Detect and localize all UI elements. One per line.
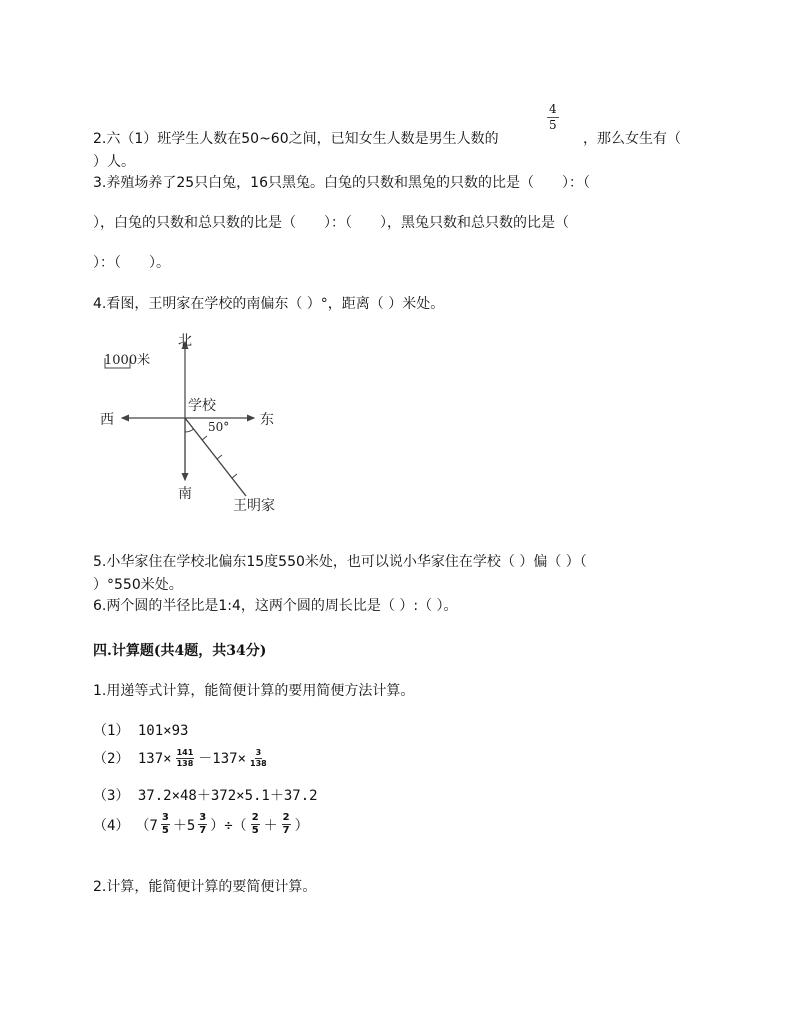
item4-mixed2-fraction (198, 813, 207, 836)
item4-fraction2 (282, 813, 291, 836)
calc1-item1: （1） 101×93 (93, 723, 189, 739)
fraction-numerator: 3 (255, 747, 262, 757)
q3-line3: ）：（ ）。 (93, 255, 170, 271)
scale-label: 1000米 (104, 353, 151, 368)
ray-tick (217, 455, 222, 459)
item4-label: （4） (93, 817, 130, 834)
fraction-numerator: 141 (176, 747, 194, 757)
fraction-numerator: 2 (251, 812, 259, 823)
section-title: 四.计算题(共4题，共34分) (93, 643, 267, 659)
item4-open: （7 (135, 817, 158, 834)
fraction-denominator: 138 (250, 758, 267, 768)
q2-line1 (93, 130, 499, 148)
direction-diagram (96, 328, 286, 516)
q2-text-before: 2.六（1）班学生人数在50~60之间，已知女生人数是男生人数的 (93, 131, 499, 147)
fraction-denominator: 7 (199, 825, 207, 836)
item2-label: （2） 137× (93, 751, 172, 767)
fraction-denominator: 138 (176, 758, 194, 768)
fraction-denominator: 5 (549, 118, 557, 132)
fraction-numerator: 3 (161, 812, 169, 823)
item2-fraction2 (250, 749, 267, 768)
calc1-item2 (93, 748, 267, 768)
q2-line2: ）人。 (93, 154, 135, 170)
calc2-instruction: 2.计算，能简便计算的要简便计算。 (93, 879, 317, 895)
ray-tick (202, 436, 207, 440)
north-label: 北 (178, 333, 192, 349)
q5-line2: ）°550米处。 (93, 577, 183, 593)
calc1-item4 (93, 813, 309, 836)
item2-fraction1 (176, 749, 195, 768)
ray-tick (232, 474, 237, 478)
item4-div: ）÷（ (210, 817, 247, 834)
q2-fraction (547, 103, 559, 131)
item4-plus1: ＋5 (172, 817, 196, 834)
calc1-item3: （3） 37.2×48＋372×5.1＋37.2 (93, 788, 318, 804)
east-label: 东 (260, 412, 274, 428)
item4-mixed1-fraction (161, 813, 170, 836)
fraction-denominator: 7 (282, 825, 290, 836)
q6-text: 6.两个圆的半径比是1:4，这两个圆的周长比是（ ）:（ ）。 (93, 598, 458, 614)
q5-line1: 5.小华家住在学校北偏东15度550米处，也可以说小华家住在学校（ ）偏（ ）（ (93, 554, 587, 570)
fraction-numerator: 2 (282, 812, 290, 823)
item2-mid: －137× (198, 751, 246, 767)
school-label: 学校 (188, 398, 216, 414)
west-label: 西 (100, 412, 114, 428)
q4-text: 4.看图，王明家在学校的南偏东（ ）°，距离（ ）米处。 (93, 296, 445, 312)
fraction-numerator: 4 (549, 102, 557, 116)
q2-line1-after: ，那么女生有（ (583, 131, 681, 147)
angle-arc (185, 429, 194, 432)
item4-close: ） (294, 817, 309, 834)
q3-line1: 3.养殖场养了25只白兔，16只黑兔。白兔的只数和黑兔的只数的比是（ ）：（ (93, 175, 590, 191)
fraction-denominator: 5 (161, 825, 169, 836)
angle-label: 50° (208, 420, 230, 434)
south-label: 南 (178, 486, 192, 502)
item4-fraction1 (251, 813, 260, 836)
target-label: 王明家 (233, 498, 275, 514)
fraction-numerator: 3 (199, 812, 207, 823)
item4-plus2: ＋ (263, 817, 278, 834)
calc1-instruction: 1.用递等式计算，能简便计算的要用简便方法计算。 (93, 683, 415, 699)
q3-line2: ），白兔的只数和总只数的比是（ ）：（ ），黑兔只数和总只数的比是（ (93, 215, 569, 231)
fraction-denominator: 5 (251, 825, 259, 836)
